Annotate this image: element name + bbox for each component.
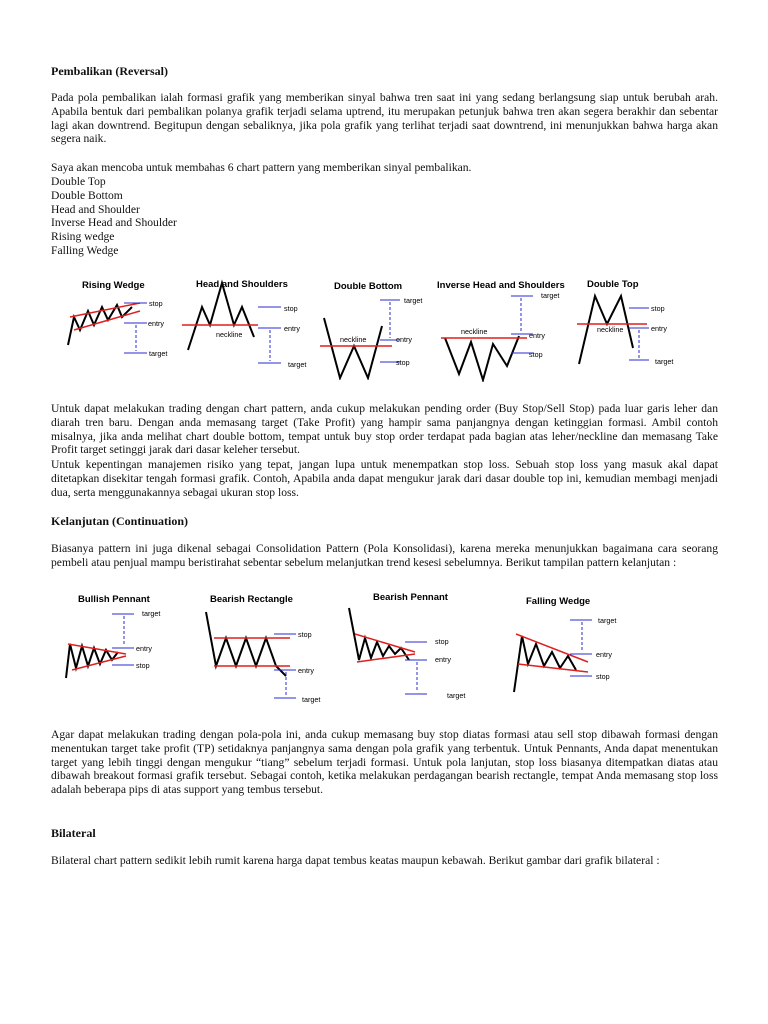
label-entry: entry bbox=[396, 335, 412, 344]
reversal-intro-paragraph: Pada pola pembalikan ialah formasi grafik yang memberikan sinyal bahwa tren saat ini yang sedang berlangsung siap untuk berubah arah. Apabila bentuk dari pembalikan polanya grafik terjadi selama uptrend, itu merupakan petunjuk bahwa tren akan segera berakhir dan sebentar lagi akan downtrend. Begitupun dengan sebaliknya, jika pola grafik yang terlihat terjadi saat downtrend, ini menunjukkan bahwa harga akan segera naik. bbox=[51, 91, 718, 146]
label-stop: stop bbox=[596, 672, 610, 681]
list-item: Rising wedge bbox=[51, 230, 115, 244]
figure-falling-wedge bbox=[508, 592, 648, 696]
label-target: target bbox=[541, 291, 560, 300]
figure-title: Bearish Pennant bbox=[373, 592, 448, 603]
figure-inverse-head-and-shoulders bbox=[437, 276, 577, 382]
figure-bearish-pennant bbox=[345, 588, 485, 706]
label-target: target bbox=[288, 360, 307, 369]
label-neckline: neckline bbox=[216, 330, 243, 339]
label-target: target bbox=[149, 349, 168, 358]
figure-double-bottom bbox=[318, 278, 433, 380]
label-entry: entry bbox=[298, 666, 314, 675]
figure-bullish-pennant bbox=[62, 590, 202, 690]
label-target: target bbox=[598, 616, 617, 625]
figure-title: Double Top bbox=[587, 279, 639, 290]
label-stop: stop bbox=[298, 630, 312, 639]
list-item: Inverse Head and Shoulder bbox=[51, 216, 177, 230]
reversal-pattern-list bbox=[51, 175, 177, 258]
reversal-trading-paragraph: Untuk dapat melakukan trading dengan chart pattern, anda cukup melakukan pending order (Buy Stop/Sell Stop) pada luar garis leher dan diarah tren baru. Dengan anda memasang target (Take Profit) yang hampir sama panjangnya dengan ketinggian formasi. Ambil contoh misalnya, jika anda melihat chart double bottom, tempat untuk buy stop order terdapat pada bagian atas leher/neckline dan memasang Take Profit target setinggi jarak dari dasar keleher tersebut. bbox=[51, 402, 718, 457]
reversal-section bbox=[51, 64, 718, 78]
continuation-intro-paragraph: Biasanya pattern ini juga dikenal sebagai Consolidation Pattern (Pola Konsolidasi), karena mereka menunjukkan bagaimana cara seorang pembeli atau penjual mampu beristirahat sebentar sebelum melanjutkan trend kesesi sebelumnya. Berikut tampilan pattern kelanjutan : bbox=[51, 542, 718, 569]
label-target: target bbox=[142, 609, 161, 618]
label-stop: stop bbox=[529, 350, 543, 359]
label-entry: entry bbox=[596, 650, 612, 659]
figure-title: Rising Wedge bbox=[82, 280, 145, 291]
figure-title: Bearish Rectangle bbox=[210, 594, 293, 605]
section-heading-bilateral: Bilateral bbox=[51, 826, 96, 840]
list-item: Head and Shoulder bbox=[51, 202, 140, 216]
figure-title: Falling Wedge bbox=[526, 596, 591, 607]
figure-head-and-shoulders bbox=[178, 275, 318, 375]
label-stop: stop bbox=[651, 304, 665, 313]
label-target: target bbox=[447, 691, 466, 700]
label-entry: entry bbox=[651, 324, 667, 333]
label-target: target bbox=[404, 296, 423, 305]
label-neckline: neckline bbox=[461, 327, 488, 336]
label-stop: stop bbox=[136, 661, 150, 670]
bilateral-intro-paragraph: Bilateral chart pattern sedikit lebih rumit karena harga dapat tembus keatas maupun kebawah. Berikut gambar dari grafik bilateral : bbox=[51, 854, 660, 867]
figure-title: Bullish Pennant bbox=[78, 594, 150, 605]
section-heading-continuation: Kelanjutan (Continuation) bbox=[51, 514, 189, 528]
label-stop: stop bbox=[435, 637, 449, 646]
figure-title: Double Bottom bbox=[334, 281, 403, 292]
label-entry: entry bbox=[148, 319, 164, 328]
list-item: Falling Wedge bbox=[51, 243, 119, 257]
figure-title: Inverse Head and Shoulders bbox=[437, 280, 565, 291]
label-neckline: neckline bbox=[340, 335, 367, 344]
continuation-trading-paragraph: Agar dapat melakukan trading dengan pola-pola ini, anda cukup memasang buy stop diatas formasi atau sell stop dibawah formasi dengan menentukan target take profit (TP) setidaknya panjangnya sama dengan pola grafik yang terbentuk. Untuk Pennants, Anda dapat menentukan target yang lebih tinggi dengan mengukur “tiang” sebelum terjadi formasi. Untuk pola lanjutan, stop loss biasanya ditempatkan diatas atau dibawah breakout formasi grafik tersebut. Sebagai contoh, ketika melakukan perdagangan bearish rectangle, tempat Anda memasang stop loss adalah beberapa pips di atas support yang tembus tersebut. bbox=[51, 728, 718, 797]
label-stop: stop bbox=[284, 304, 298, 313]
label-target: target bbox=[302, 695, 321, 704]
label-entry: entry bbox=[284, 324, 300, 333]
reversal-list-intro: Saya akan mencoba untuk membahas 6 chart pattern yang memberikan sinyal pembalikan. bbox=[51, 161, 472, 174]
label-target: target bbox=[655, 357, 674, 366]
label-entry: entry bbox=[529, 331, 545, 340]
label-neckline: neckline bbox=[597, 325, 624, 334]
label-stop: stop bbox=[149, 299, 163, 308]
label-stop: stop bbox=[396, 358, 410, 367]
list-item: Double Top bbox=[51, 175, 106, 188]
figure-bearish-rectangle bbox=[202, 590, 342, 708]
figure-rising-wedge bbox=[62, 275, 192, 375]
figure-title: Head and Shoulders bbox=[196, 279, 288, 290]
label-entry: entry bbox=[136, 644, 152, 653]
reversal-stoploss-paragraph: Untuk kepentingan manajemen risiko yang tepat, jangan lupa untuk menempatkan stop loss. Sebuah stop loss yang masuk akal dapat ditetapkan disekitar tengah formasi grafik. Contoh, Apabila anda dapat mengukur jarak dari dasar double top ini, kemudian membagi menjadi dua, serta menggunakannya sebagai ukuran stop loss. bbox=[51, 458, 718, 499]
label-entry: entry bbox=[435, 655, 451, 664]
figure-double-top bbox=[575, 276, 685, 376]
list-item: Double Bottom bbox=[51, 188, 123, 202]
section-heading-reversal: Pembalikan (Reversal) bbox=[51, 64, 168, 78]
